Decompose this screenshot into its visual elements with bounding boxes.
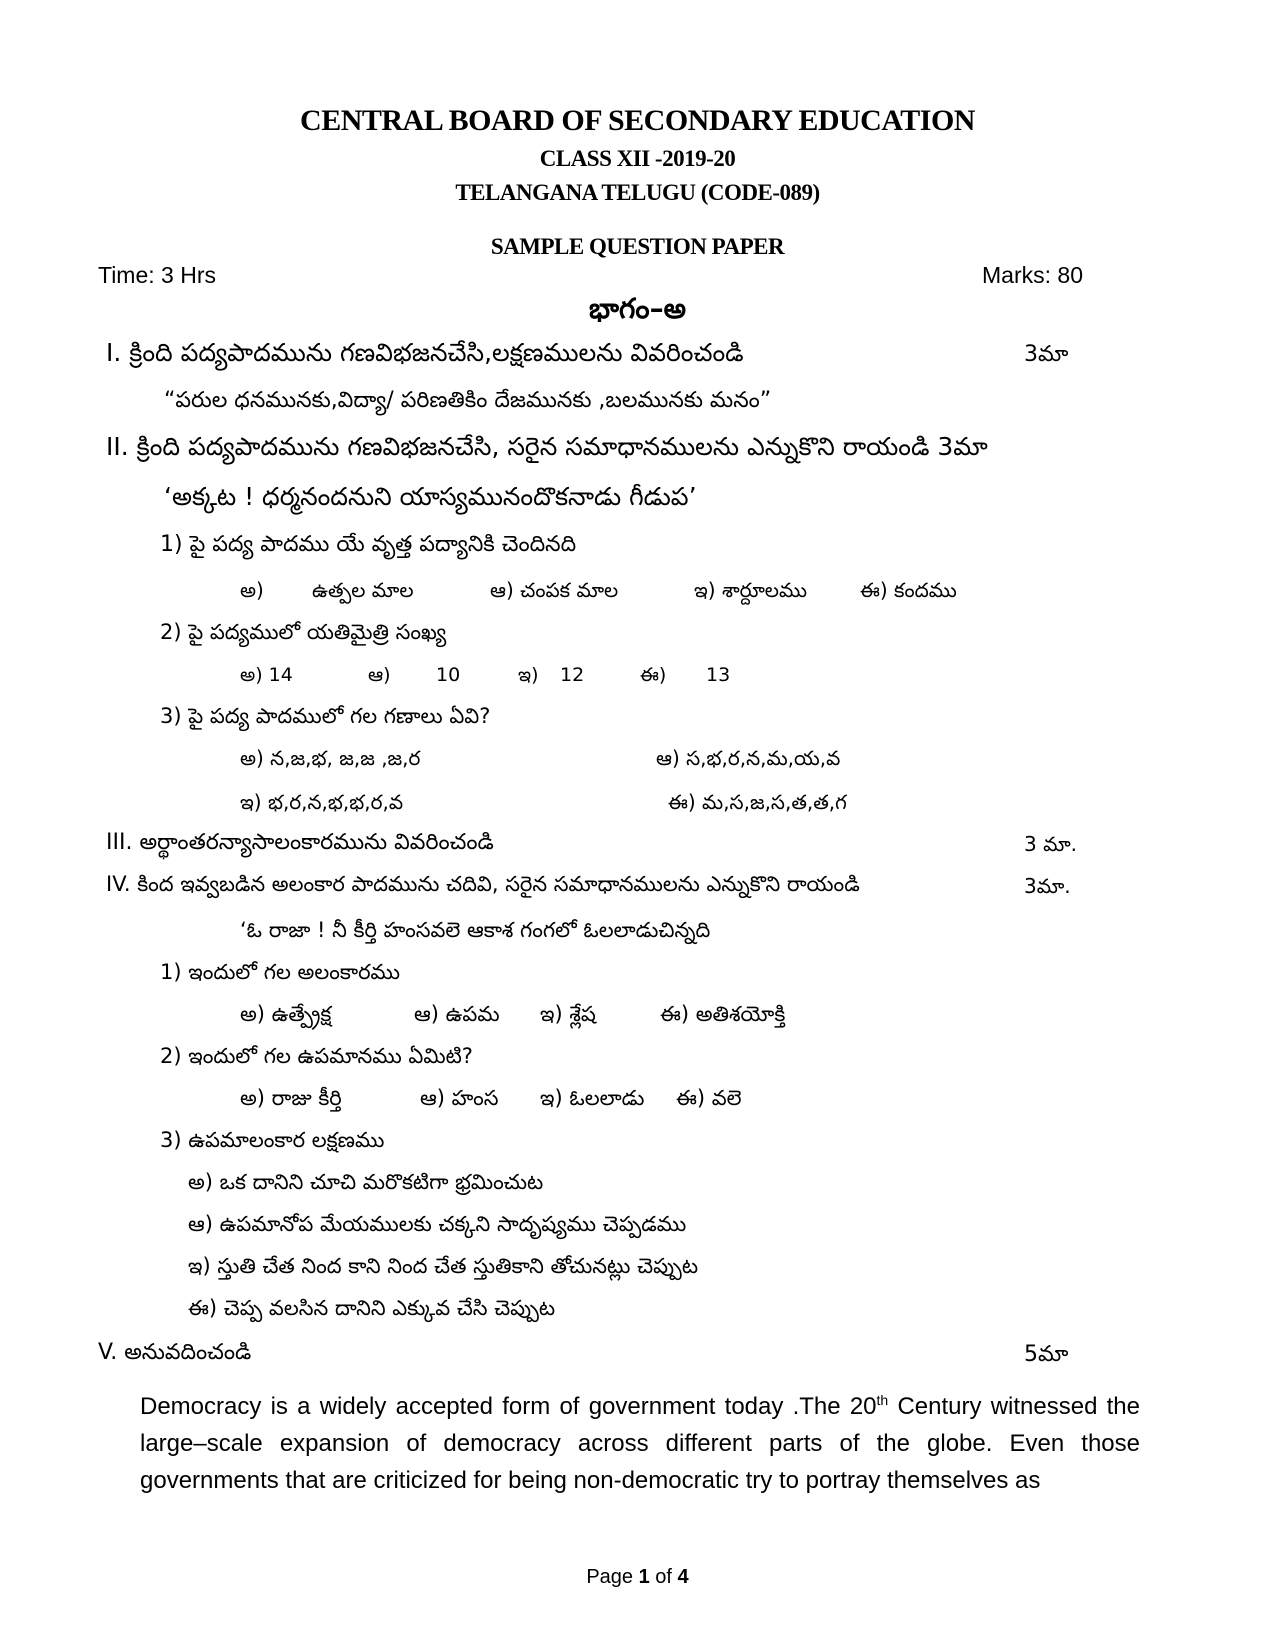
question-1: I. క్రింది పద్యపాదమును గణవిభజనచేసి,లక్షణములను వివరించండి	[106, 338, 744, 367]
q4-sub-3-option-c: ఇ) స్తుతి చేత నింద కాని నింద చేత స్తుతికాని తోచునట్లు చెప్పుట	[188, 1254, 699, 1278]
passage-superscript: th	[876, 1392, 889, 1408]
q2-sub-3-option-b: ఆ) స,భ,ర,న,మ,య,వ	[656, 746, 841, 770]
footer-total-pages: 4	[677, 1566, 689, 1588]
q2-sub-2-option-d-value: 13	[706, 664, 731, 686]
q2-sub-2-option-b: ఆ)	[368, 664, 391, 686]
class-title: CLASS XII -2019-20	[539, 146, 736, 171]
q2-sub-1-option-a-text: ఉత్పల మాల	[312, 578, 414, 602]
q4-sub-2-option-b: ఆ) హంస	[420, 1086, 499, 1110]
board-title: CENTRAL BOARD OF SECONDARY EDUCATION	[300, 104, 975, 137]
subject-title: TELANGANA TELUGU (CODE-089)	[455, 180, 820, 205]
marks-label: Marks: 80	[982, 262, 1083, 288]
question-1-verse: “పరుల ధనమునకు,విద్యా/ పరిణతికిం దేజమునకు ,బలమునకు మనం”	[164, 388, 772, 413]
q2-sub-3-option-d: ఈ) మ,స,జ,స,త,త,గ	[668, 790, 847, 814]
question-1-marks: 3మా	[1024, 342, 1069, 367]
q2-sub-1-option-b: ఆ) చంపక మాల	[490, 578, 619, 602]
q2-sub-1: 1) పై పద్య పాదము యే వృత్త పద్యానికి చెందినది	[160, 532, 577, 557]
q2-sub-2-option-d: ఈ)	[640, 664, 667, 686]
passage-text-end: Century witnessed the large–scale expansion of democracy across different parts of the globe. Even those governments that are criticized for being non-democratic try to portray themselves as	[140, 1393, 1141, 1494]
q4-sub-2: 2) ఇందులో గల ఉపమానము ఏమిటి?	[160, 1044, 473, 1068]
time-label: Time: 3 Hrs	[98, 262, 216, 288]
footer-current-page: 1	[638, 1566, 650, 1588]
q2-sub-2-option-c: ఇ)	[518, 664, 539, 686]
q2-sub-2-option-b-value: 10	[436, 664, 461, 686]
q2-sub-2: 2) పై పద్యములో యతిమైత్రి సంఖ్య	[160, 620, 447, 644]
page-footer	[0, 1566, 1275, 1589]
q4-sub-2-option-c: ఇ) ఓలలాడు	[540, 1086, 645, 1110]
footer-prefix: Page	[586, 1566, 639, 1588]
q2-sub-3-option-a: అ) న,జ,భ, జ,జ ,జ,ర	[240, 746, 421, 770]
q4-sub-1-option-b: ఆ) ఉపమ	[414, 1002, 500, 1026]
question-4-verse: ‘ఓ రాజా ! నీ కీర్తి హంసవలె ఆకాశ గంగలో ఓలలాడుచిన్నది	[240, 918, 711, 942]
q2-sub-3: 3) పై పద్య పాదములో గల గణాలు ఏవి?	[160, 704, 491, 728]
q4-sub-2-option-d: ఈ) వలె	[676, 1086, 742, 1110]
q4-sub-1-option-d: ఈ) అతిశయోక్తి	[660, 1002, 786, 1026]
paper-title: SAMPLE QUESTION PAPER	[490, 234, 785, 259]
q2-sub-1-option-a: అ)	[240, 578, 264, 602]
q4-sub-3-option-a: అ) ఒక దానిని చూచి మరొకటిగా భ్రమించుట	[188, 1170, 544, 1194]
q4-sub-2-option-a: అ) రాజు కీర్తి	[240, 1086, 342, 1110]
translation-passage	[140, 1382, 1140, 1499]
question-3: III. అర్థాంతరన్యాసాలంకారమును వివరించండి	[106, 830, 494, 855]
question-4: IV. కింద ఇవ్వబడిన అలంకార పాదమును చదివి, సరైన సమాధానములను ఎన్నుకొని రాయండి	[106, 872, 860, 896]
q2-sub-1-option-d: ఈ) కందము	[860, 578, 957, 602]
q4-sub-3: 3) ఉపమాలంకార లక్షణము	[160, 1128, 385, 1152]
q4-sub-3-option-b: ఆ) ఉపమానోప మేయములకు చక్కని సాదృష్యము చెప్పడము	[188, 1212, 687, 1236]
q4-sub-3-option-d: ఈ) చెప్ప వలసిన దానిని ఎక్కువ చేసి చెప్పుట	[188, 1296, 556, 1320]
q4-sub-1-option-c: ఇ) శ్లేష	[540, 1002, 596, 1026]
question-5: V. అనువదించండి	[98, 1340, 252, 1365]
section-title: భాగం–అ	[589, 292, 686, 325]
q2-sub-1-option-c: ఇ) శార్దూలము	[694, 578, 808, 602]
question-5-marks: 5మా	[1024, 1342, 1069, 1367]
question-4-marks: 3మా.	[1024, 874, 1071, 898]
question-2: II. క్రింది పద్యపాదమును గణవిభజనచేసి, సరైన సమాధానములను ఎన్నుకొని రాయండి 3మా	[106, 432, 988, 461]
q2-sub-3-option-c: ఇ) భ,ర,న,భ,భ,ర,వ	[240, 790, 404, 814]
q2-sub-2-option-c-value: 12	[560, 664, 585, 686]
q4-sub-1: 1) ఇందులో గల అలంకారము	[160, 960, 401, 984]
footer-of: of	[649, 1566, 678, 1588]
passage-text-start: Democracy is a widely accepted form of government today .The 20	[140, 1393, 877, 1420]
question-2-verse: ‘అక్కట ! ధర్మనందనుని యాస్యమునందొకనాడు గీడుప’	[164, 482, 697, 511]
q2-sub-2-option-a: అ) 14	[240, 664, 293, 686]
question-3-marks: 3 మా.	[1024, 832, 1078, 856]
q4-sub-1-option-a: అ) ఉత్ప్రేక్ష	[240, 1002, 332, 1026]
